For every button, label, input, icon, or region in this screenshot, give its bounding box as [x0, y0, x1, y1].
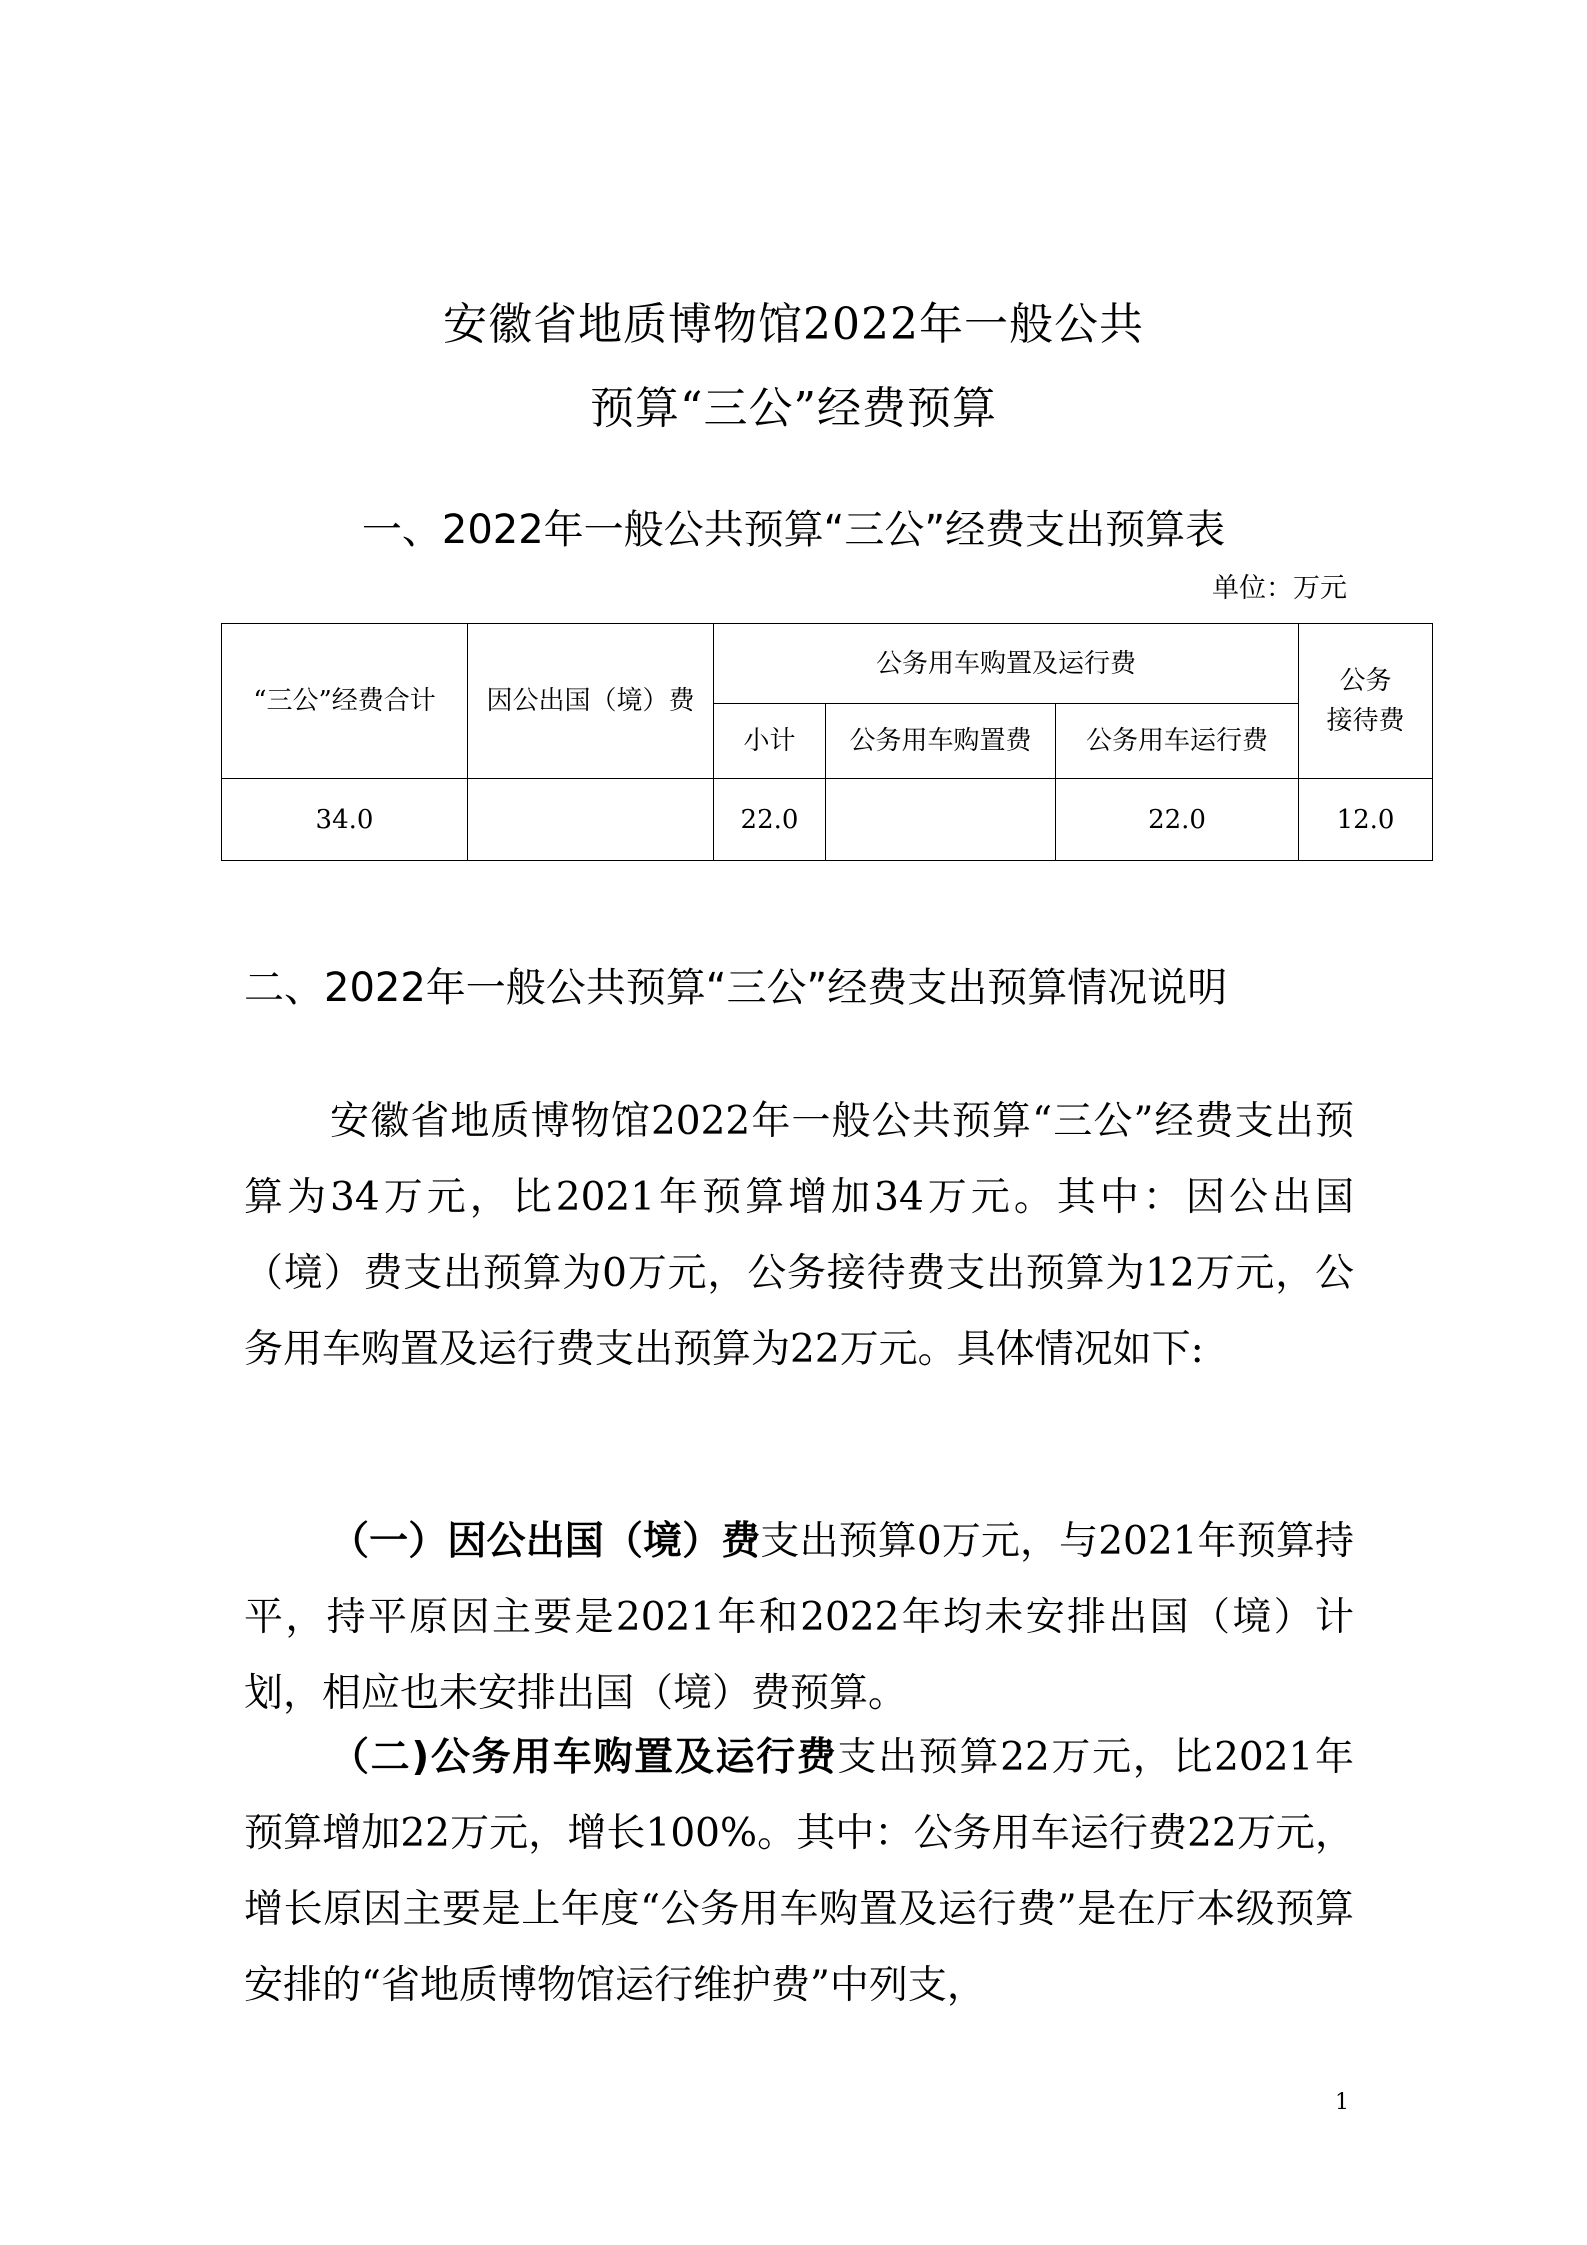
cell-abroad: [468, 779, 714, 861]
paragraph-vehicle-lead: （二)公务用车购置及运行费: [330, 1735, 838, 1780]
paragraph-abroad: [244, 1504, 1354, 1732]
header-abroad: 因公出国（境）费: [468, 624, 714, 779]
paragraph-vehicle: [244, 1720, 1354, 2024]
cell-subtotal: 22.0: [714, 779, 826, 861]
section2-heading: 二、2022年一般公共预算“三公”经费支出预算情况说明: [244, 965, 1228, 1011]
document-title-line1: 安徽省地质博物馆2022年一般公共: [443, 299, 1144, 350]
header-total: “三公”经费合计: [222, 624, 468, 779]
cell-total: 34.0: [222, 779, 468, 861]
cell-vehicle-operation: 22.0: [1056, 779, 1299, 861]
paragraph-vehicle-body: 支出预算22万元，比2021年预算增加22万元，增长100%。其中：公务用车运行费22万元，增长原因主要是上年度“公务用车购置及运行费”是在厅本级预算安排的“省地质博物馆运行维护费”中列支，: [244, 1735, 1354, 2008]
section1-heading: 一、2022年一般公共预算“三公”经费支出预算表: [361, 507, 1226, 553]
header-subtotal: 小计: [714, 704, 826, 779]
cell-reception: 12.0: [1299, 779, 1433, 861]
table-header-row: [222, 624, 1433, 704]
paragraph-abroad-body: 支出预算0万元，与2021年预算持平，持平原因主要是2021年和2022年均未安排出国（境）计划，相应也未安排出国（境）费预算。: [244, 1519, 1354, 1716]
page-number: 1: [1335, 2090, 1349, 2115]
header-vehicle-purchase: 公务用车购置费: [826, 704, 1056, 779]
header-vehicle-group: 公务用车购置及运行费: [714, 624, 1299, 704]
table-row: [222, 779, 1433, 861]
header-reception: 公务 接待费: [1299, 624, 1433, 779]
paragraph-summary: 安徽省地质博物馆2022年一般公共预算“三公”经费支出预算为34万元，比2021年预算增加34万元。其中：因公出国（境）费支出预算为0万元，公务接待费支出预算为12万元，公务用车购置及运行费支出预算为22万元。具体情况如下:: [244, 1099, 1354, 1372]
paragraph-abroad-lead: （一）因公出国（境）费: [330, 1519, 761, 1564]
budget-table: [221, 623, 1433, 861]
document-title-line2: 预算“三公”经费预算: [590, 383, 997, 434]
cell-vehicle-purchase: [826, 779, 1056, 861]
unit-label: 单位：万元: [1212, 573, 1347, 604]
header-vehicle-operation: 公务用车运行费: [1056, 704, 1299, 779]
